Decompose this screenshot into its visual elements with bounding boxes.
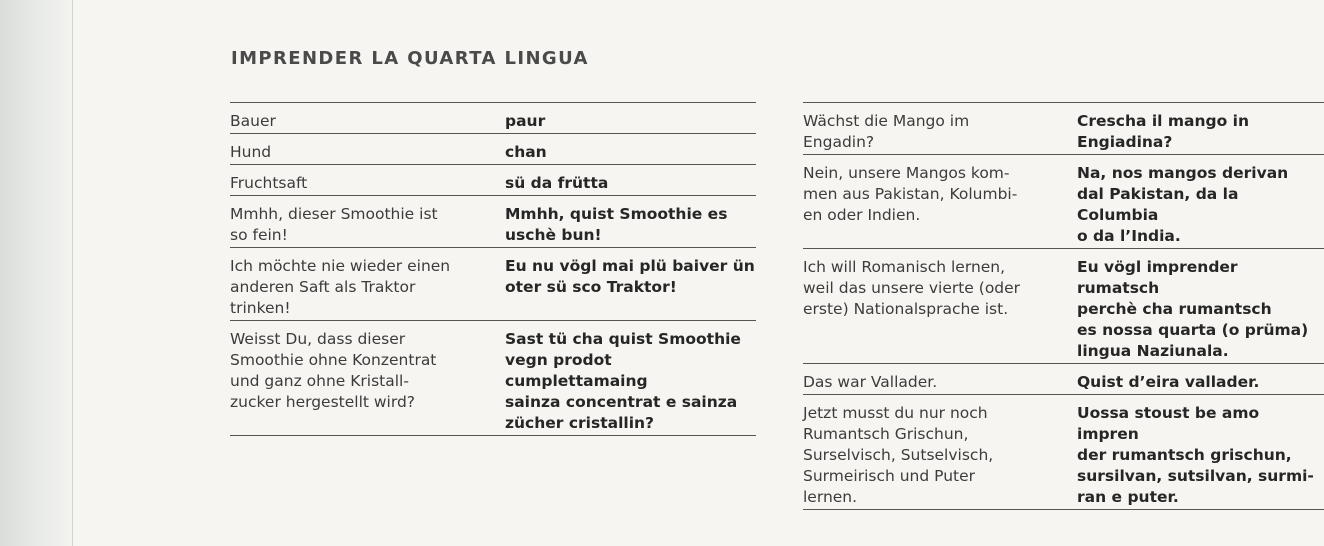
table-row — [803, 155, 1324, 249]
german-phrase: Fruchtsaft — [230, 174, 308, 192]
table-row — [230, 196, 756, 248]
page-edge — [0, 0, 73, 546]
romansh-phrase: paur — [505, 112, 546, 130]
vocabulary-table-left — [230, 102, 756, 436]
romansh-phrase: Crescha il mango in Engiadina? — [1077, 112, 1249, 151]
german-phrase: Nein, unsere Mangos kom- men aus Pakistan, Kolumbi- en oder Indien. — [803, 164, 1018, 224]
german-phrase: Ich will Romanisch lernen, weil das unsere vierte (oder erste) Nationalsprache ist. — [803, 258, 1021, 318]
table-row — [803, 249, 1324, 364]
german-phrase: Wächst die Mango im Engadin? — [803, 112, 970, 151]
table-row — [803, 103, 1324, 155]
romansh-phrase: sü da frütta — [505, 174, 609, 192]
vocabulary-table-right — [803, 102, 1324, 510]
table-row — [230, 103, 756, 134]
german-phrase: Das war Vallader. — [803, 373, 938, 391]
table-row — [803, 395, 1324, 510]
german-phrase: Ich möchte nie wieder einen anderen Saft als Traktor trinken! — [230, 257, 451, 317]
romansh-phrase: Eu vögl imprender rumatsch perchè cha rumantsch es nossa quarta (o prüma) lingua Naziunala. — [1077, 258, 1309, 360]
romansh-phrase: Mmhh, quist Smoothie es uschè bun! — [505, 205, 728, 244]
table-row — [230, 134, 756, 165]
romansh-phrase: chan — [505, 143, 547, 161]
table-row — [230, 248, 756, 321]
table-row — [230, 321, 756, 436]
romansh-phrase: Na, nos mangos derivan dal Pakistan, da la Columbia o da l’India. — [1077, 164, 1289, 245]
romansh-phrase: Sast tü cha quist Smoothie vegn prodot cumplettamaing sainza concentrat e sainza zücher cristallin? — [505, 330, 741, 432]
german-phrase: Bauer — [230, 112, 276, 130]
table-row — [230, 165, 756, 196]
german-phrase: Hund — [230, 143, 272, 161]
section-heading: IMPRENDER LA QUARTA LINGUA — [231, 48, 589, 69]
german-phrase: Jetzt musst du nur noch Rumantsch Grischun, Surselvisch, Sutselvisch, Surmeirisch und Puter lernen. — [803, 404, 994, 506]
romansh-phrase: Uossa stoust be amo impren der rumantsch grischun, sursilvan, sutsilvan, surmi- ran e puter. — [1077, 404, 1314, 506]
romansh-phrase: Eu nu vögl mai plü baiver ün oter sü sco Traktor! — [505, 257, 755, 296]
romansh-phrase: Quist d’eira vallader. — [1077, 373, 1260, 391]
german-phrase: Weisst Du, dass dieser Smoothie ohne Konzentrat und ganz ohne Kristall- zucker hergestellt wird? — [230, 330, 437, 411]
table-row — [803, 364, 1324, 395]
german-phrase: Mmhh, dieser Smoothie ist so fein! — [230, 205, 438, 244]
